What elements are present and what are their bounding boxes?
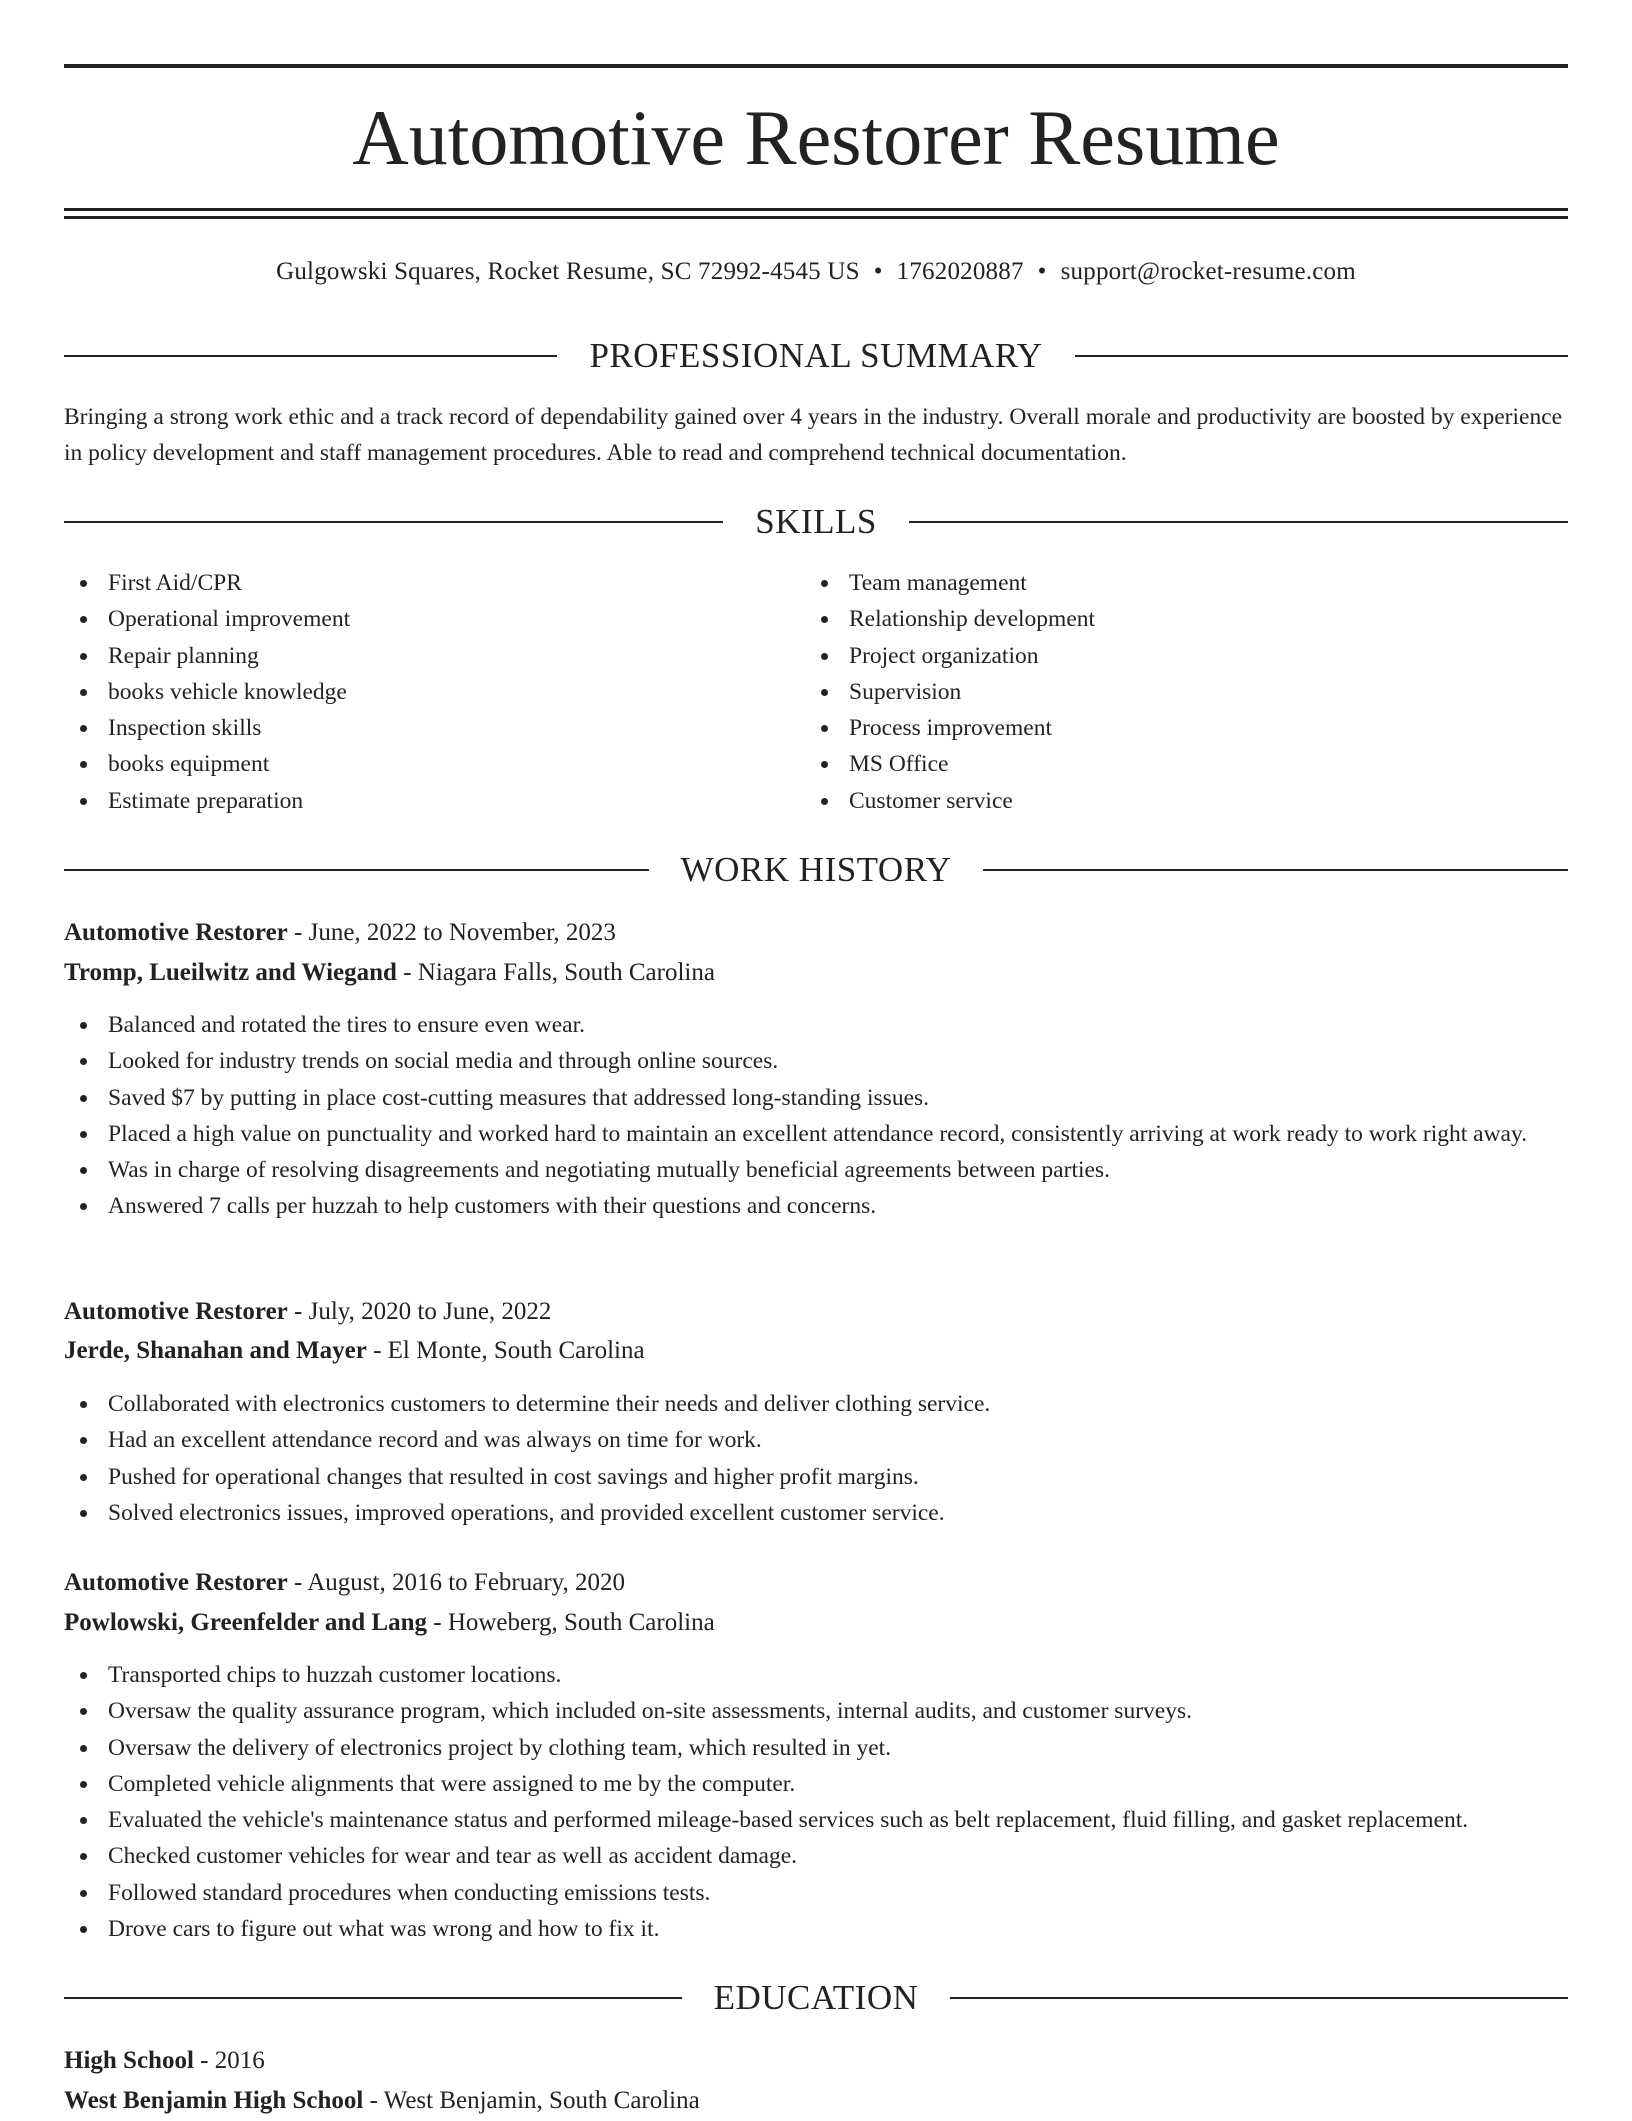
skill-item: Process improvement <box>805 710 1505 746</box>
job-title-line: Automotive Restorer - July, 2020 to June, 2022 <box>64 1298 552 1325</box>
job-company-line: Powlowski, Greenfelder and Lang - Howeberg, South Carolina <box>64 1609 715 1636</box>
heading-rule <box>64 869 649 871</box>
duty-item: Answered 7 calls per huzzah to help customers with their questions and concerns. <box>64 1188 1568 1224</box>
duty-item: Was in charge of resolving disagreements and negotiating mutually beneficial agreements between parties. <box>64 1152 1568 1188</box>
duty-item: Had an excellent attendance record and was always on time for work. <box>64 1422 1568 1458</box>
contact-separator: • <box>873 258 883 285</box>
duty-item: Completed vehicle alignments that were assigned to me by the computer. <box>64 1766 1568 1802</box>
duty-item: Checked customer vehicles for wear and tear as well as accident damage. <box>64 1838 1568 1874</box>
education-degree-line: High School - 2016 <box>64 2047 265 2074</box>
skill-item: books vehicle knowledge <box>64 674 764 710</box>
skill-item: Supervision <box>805 674 1505 710</box>
skill-item: MS Office <box>805 746 1505 782</box>
duty-item: Looked for industry trends on social media and through online sources. <box>64 1043 1568 1079</box>
duty-item: Collaborated with electronics customers to determine their needs and deliver clothing service. <box>64 1386 1568 1422</box>
heading-rule <box>983 869 1568 871</box>
skill-item: Repair planning <box>64 638 764 674</box>
job-duties-list <box>64 1007 1568 1225</box>
job-location: Niagara Falls, South Carolina <box>417 959 715 986</box>
job-title: Automotive Restorer <box>64 1569 288 1596</box>
summary-text: Bringing a strong work ethic and a track record of dependability gained over 4 years in the industry. Overall morale and productivity are boosted by experience in policy development and staff management procedures. Able to read and comprehend technical documentation. <box>64 404 1563 466</box>
job-dates: June, 2022 to November, 2023 <box>308 919 616 946</box>
skills-left-column <box>64 565 764 819</box>
section-title: WORK HISTORY <box>680 850 952 889</box>
job-dates: August, 2016 to February, 2020 <box>307 1569 626 1596</box>
skills-heading <box>64 500 1568 544</box>
job-location: El Monte, South Carolina <box>387 1337 645 1364</box>
skill-item: books equipment <box>64 746 764 782</box>
resume-title: Automotive Restorer Resume <box>352 94 1280 181</box>
education-school: West Benjamin High School <box>64 2087 364 2114</box>
section-title: EDUCATION <box>713 1978 919 2017</box>
education-year: 2016 <box>214 2047 265 2074</box>
job-duties <box>64 1386 1568 1531</box>
duty-item: Followed standard procedures when conducting emissions tests. <box>64 1875 1568 1911</box>
skill-item: Team management <box>805 565 1505 601</box>
heading-rule <box>950 1997 1568 1999</box>
contact-line <box>64 252 1568 292</box>
job-duties-list <box>64 1657 1568 1947</box>
education-location: West Benjamin, South Carolina <box>383 2087 700 2114</box>
duty-item: Balanced and rotated the tires to ensure even wear. <box>64 1007 1568 1043</box>
job-title: Automotive Restorer <box>64 919 288 946</box>
duty-item: Evaluated the vehicle's maintenance status and performed mileage-based services such as belt replacement, fluid filling, and gasket replacement. <box>64 1802 1568 1838</box>
heading-rule <box>64 355 557 357</box>
skills-right-list <box>805 565 1505 819</box>
duty-item: Drove cars to figure out what was wrong and how to fix it. <box>64 1911 1568 1947</box>
skill-item: First Aid/CPR <box>64 565 764 601</box>
duty-item: Saved $7 by putting in place cost-cutting measures that addressed long-standing issues. <box>64 1080 1568 1116</box>
title-rule-upper <box>64 208 1568 211</box>
heading-rule <box>64 521 723 523</box>
work-heading <box>64 848 1568 892</box>
contact-email[interactable]: support@rocket-resume.com <box>1060 258 1356 285</box>
job-company: Jerde, Shanahan and Mayer <box>64 1337 367 1364</box>
top-rule <box>64 64 1568 68</box>
duty-item: Solved electronics issues, improved operations, and provided excellent customer service. <box>64 1495 1568 1531</box>
job-company-line: Jerde, Shanahan and Mayer - El Monte, South Carolina <box>64 1337 645 1364</box>
job-company: Powlowski, Greenfelder and Lang <box>64 1609 427 1636</box>
skill-item: Customer service <box>805 783 1505 819</box>
job-duties <box>64 1657 1568 1947</box>
section-title: PROFESSIONAL SUMMARY <box>589 336 1043 375</box>
duty-item: Transported chips to huzzah customer locations. <box>64 1657 1568 1693</box>
summary-heading <box>64 334 1568 378</box>
education-heading <box>64 1976 1568 2020</box>
skill-item: Estimate preparation <box>64 783 764 819</box>
skills-left-list <box>64 565 764 819</box>
education-degree: High School <box>64 2047 194 2074</box>
skill-item: Operational improvement <box>64 601 764 637</box>
heading-rule <box>1075 355 1568 357</box>
section-title: SKILLS <box>755 502 877 541</box>
skill-item: Project organization <box>805 638 1505 674</box>
job-title-line: Automotive Restorer - June, 2022 to November, 2023 <box>64 919 616 946</box>
duty-item: Oversaw the quality assurance program, which included on-site assessments, internal audits, and customer surveys. <box>64 1693 1568 1729</box>
title-rule-lower <box>64 216 1568 219</box>
job-title-line: Automotive Restorer - August, 2016 to February, 2020 <box>64 1569 626 1596</box>
skill-item: Relationship development <box>805 601 1505 637</box>
job-duties-list <box>64 1386 1568 1531</box>
heading-rule <box>64 1997 682 1999</box>
job-location: Howeberg, South Carolina <box>447 1609 715 1636</box>
contact-address: Gulgowski Squares, Rocket Resume, SC 72992-4545 US <box>276 258 860 285</box>
skill-item: Inspection skills <box>64 710 764 746</box>
job-title: Automotive Restorer <box>64 1298 288 1325</box>
job-company: Tromp, Lueilwitz and Wiegand <box>64 959 397 986</box>
duty-item: Pushed for operational changes that resulted in cost savings and higher profit margins. <box>64 1459 1568 1495</box>
contact-separator: • <box>1037 258 1047 285</box>
job-duties <box>64 1007 1568 1225</box>
job-dates: July, 2020 to June, 2022 <box>308 1298 552 1325</box>
duty-item: Oversaw the delivery of electronics project by clothing team, which resulted in yet. <box>64 1730 1568 1766</box>
heading-rule <box>909 521 1568 523</box>
duty-item: Placed a high value on punctuality and worked hard to maintain an excellent attendance record, consistently arriving at work ready to work right away. <box>64 1116 1568 1152</box>
job-company-line: Tromp, Lueilwitz and Wiegand - Niagara Falls, South Carolina <box>64 959 715 986</box>
skills-right-column <box>805 565 1505 819</box>
education-school-line: West Benjamin High School - West Benjamin, South Carolina <box>64 2087 700 2114</box>
contact-phone: 1762020887 <box>896 258 1024 285</box>
